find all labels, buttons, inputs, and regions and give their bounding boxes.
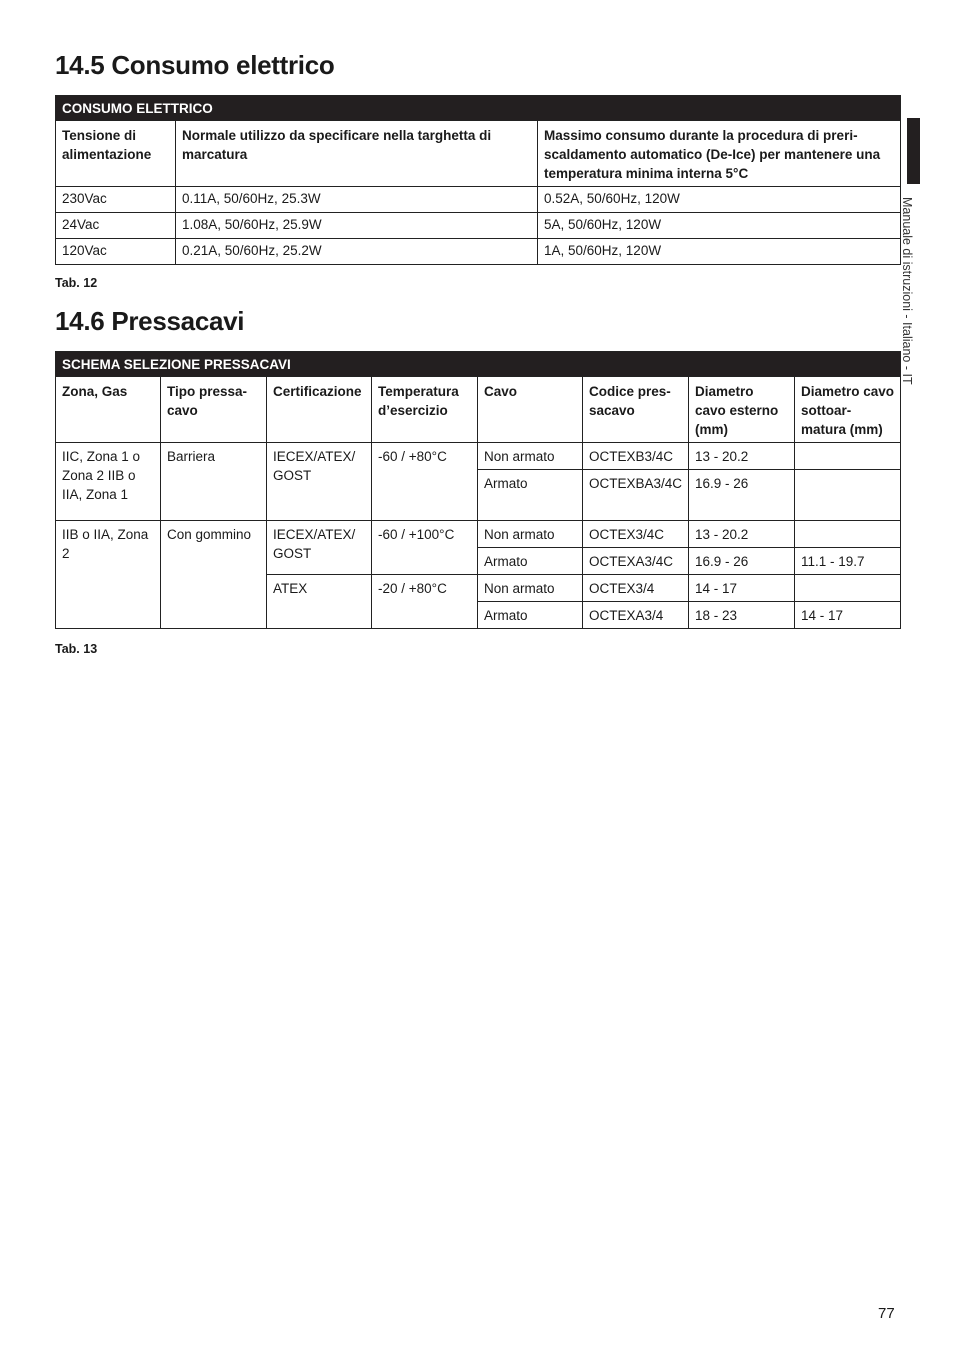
diam-sott-cell (795, 575, 901, 602)
cavo-cell: Armato (478, 548, 583, 575)
column-header: Diametro cavo sottoar- matura (mm) (795, 377, 901, 443)
tipo-cell: Barriera (161, 443, 267, 521)
table-row (56, 187, 901, 213)
codice-cell: OCTEX3/4 (583, 575, 689, 602)
side-tab-marker (907, 118, 920, 184)
diam-sott-cell (795, 521, 901, 548)
tipo-cell: Con gommino (161, 521, 267, 629)
column-header: Massimo consumo durante la procedura di preri- scaldamento automatico (De-Ice) per mantenere una temperatura minima interna 5°C (538, 121, 901, 187)
diam-est-cell: 16.9 - 26 (689, 470, 795, 521)
table-caption: CONSUMO ELETTRICO (56, 96, 901, 121)
table-cell: 24Vac (56, 213, 176, 239)
table-cell: 0.52A, 50/60Hz, 120W (538, 187, 901, 213)
codice-cell: OCTEXBA3/4C (583, 470, 689, 521)
column-header: Tipo pressa- cavo (161, 377, 267, 443)
column-header: Diametro cavo esterno (mm) (689, 377, 795, 443)
column-header: Codice pres- sacavo (583, 377, 689, 443)
table-cell: 0.11A, 50/60Hz, 25.3W (176, 187, 538, 213)
section-title-consumo-elettrico: 14.5 Consumo elettrico (55, 50, 335, 80)
table-cell: 0.21A, 50/60Hz, 25.2W (176, 239, 538, 265)
cavo-cell: Non armato (478, 443, 583, 470)
table-row (56, 213, 901, 239)
cert-cell: ATEX (267, 575, 372, 629)
section-title-pressacavi: 14.6 Pressacavi (55, 306, 245, 336)
temp-cell: -60 / +100°C (372, 521, 478, 575)
temp-cell: -60 / +80°C (372, 443, 478, 521)
codice-cell: OCTEXA3/4C (583, 548, 689, 575)
codice-cell: OCTEXB3/4C (583, 443, 689, 470)
table-cell: 120Vac (56, 239, 176, 265)
temp-cell: -20 / +80°C (372, 575, 478, 629)
diam-est-cell: 18 - 23 (689, 602, 795, 629)
codice-cell: OCTEXA3/4 (583, 602, 689, 629)
diam-sott-cell: 11.1 - 19.7 (795, 548, 901, 575)
codice-cell: OCTEX3/4C (583, 521, 689, 548)
page-number: 77 (878, 1305, 895, 1322)
table-row (56, 239, 901, 265)
diam-est-cell: 13 - 20.2 (689, 521, 795, 548)
table-label: Tab. 13 (55, 642, 98, 656)
column-header: Temperatura d’esercizio (372, 377, 478, 443)
table-consumo-elettrico (55, 95, 901, 265)
diam-est-cell: 14 - 17 (689, 575, 795, 602)
column-header: Tensione di alimentazione (56, 121, 176, 187)
table-label: Tab. 12 (55, 276, 98, 290)
cavo-cell: Non armato (478, 575, 583, 602)
table-cell: 1.08A, 50/60Hz, 25.9W (176, 213, 538, 239)
table-cell: 230Vac (56, 187, 176, 213)
diam-sott-cell (795, 470, 901, 521)
table-row (56, 521, 901, 548)
table-caption: SCHEMA SELEZIONE PRESSACAVI (56, 352, 901, 377)
diam-sott-cell: 14 - 17 (795, 602, 901, 629)
table-cell: 5A, 50/60Hz, 120W (538, 213, 901, 239)
cavo-cell: Armato (478, 470, 583, 521)
cert-cell: IECEX/ATEX/ GOST (267, 443, 372, 521)
zona-cell: IIB o IIA, Zona 2 (56, 521, 161, 629)
cavo-cell: Armato (478, 602, 583, 629)
cert-cell: IECEX/ATEX/ GOST (267, 521, 372, 575)
table-pressacavi (55, 351, 901, 629)
table-row (56, 443, 901, 470)
column-header: Zona, Gas (56, 377, 161, 443)
column-header: Certificazione (267, 377, 372, 443)
column-header: Cavo (478, 377, 583, 443)
column-header: Normale utilizzo da specificare nella targhetta di marcatura (176, 121, 538, 187)
diam-est-cell: 13 - 20.2 (689, 443, 795, 470)
zona-cell: IIC, Zona 1 o Zona 2 IIB o IIA, Zona 1 (56, 443, 161, 521)
table-cell: 1A, 50/60Hz, 120W (538, 239, 901, 265)
diam-est-cell: 16.9 - 26 (689, 548, 795, 575)
side-label: Manuale di istruzioni - Italiano - IT (900, 197, 914, 385)
cavo-cell: Non armato (478, 521, 583, 548)
diam-sott-cell (795, 443, 901, 470)
